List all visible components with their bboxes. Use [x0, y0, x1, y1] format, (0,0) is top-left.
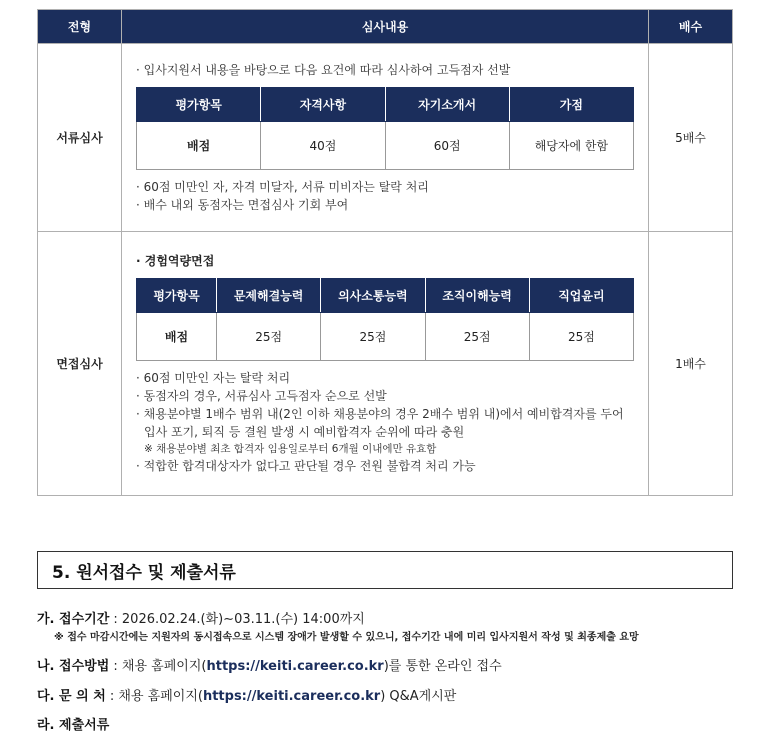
- header-times: 배수: [649, 10, 733, 44]
- interview-score-header: 조직이해능력: [425, 279, 529, 313]
- interview-score-header: 의사소통능력: [321, 279, 425, 313]
- interview-score-header-row: [137, 279, 634, 313]
- interview-intro: · 경험역량면접: [136, 254, 215, 268]
- period-line: [37, 608, 365, 627]
- interview-note: · 적합한 합격대상자가 없다고 판단될 경우 전원 불합격 처리 가능: [136, 459, 476, 473]
- interview-note: · 60점 미만인 자는 탈락 처리: [136, 371, 291, 385]
- inquiry-prefix: : 채용 홈페이지(: [105, 689, 203, 704]
- interview-score-cell: 25점: [321, 313, 425, 361]
- type-document-screening: 서류심사: [38, 44, 122, 232]
- content-document-screening: [122, 44, 649, 232]
- document-score-cell: 배점: [137, 122, 261, 170]
- section-title: 5. 원서접수 및 제출서류: [37, 551, 733, 589]
- interview-note: · 채용분야별 1배수 범위 내(2인 이하 채용분야의 경우 2배수 범위 내)에서 예비합격자를 두어: [136, 407, 624, 421]
- document-score-row: [137, 122, 634, 170]
- content-interview: [122, 232, 649, 496]
- interview-score-header: 직업윤리: [529, 279, 633, 313]
- document-score-header-row: [137, 88, 634, 122]
- period-label: 가. 접수기간: [37, 612, 110, 627]
- documents-label: 라. 제출서류: [37, 718, 110, 733]
- document-score-table: [136, 87, 634, 170]
- interview-score-header: 평가항목: [137, 279, 217, 313]
- interview-score-cell: 25점: [529, 313, 633, 361]
- period-note: ※ 접수 마감시간에는 지원자의 동시접속으로 시스템 장애가 발생할 수 있으니, 접수기간 내에 미리 입사지원서 작성 및 최종제출 요망: [54, 632, 639, 643]
- interview-score-cell: 배점: [137, 313, 217, 361]
- document-score-cell: 40점: [261, 122, 385, 170]
- document-score-cell: 60점: [385, 122, 509, 170]
- document-score-cell: 해당자에 한함: [509, 122, 633, 170]
- header-type: 전형: [38, 10, 122, 44]
- inquiry-link[interactable]: https://keiti.career.co.kr: [202, 689, 381, 704]
- method-link[interactable]: https://keiti.career.co.kr: [206, 659, 384, 674]
- document-intro: · 입사지원서 내용을 바탕으로 다음 요건에 따라 심사하여 고득점자 선발: [136, 63, 511, 77]
- documents-line: [37, 714, 109, 733]
- document-note: · 배수 내외 동점자는 면접심사 기회 부여: [136, 198, 349, 212]
- interview-score-row: [137, 313, 634, 361]
- interview-note: · 동점자의 경우, 서류심사 고득점자 순으로 선발: [136, 389, 387, 403]
- table-header-row: [38, 10, 733, 44]
- type-interview: 면접심사: [38, 232, 122, 496]
- method-line: [37, 655, 502, 674]
- document-score-header: 자격사항: [261, 88, 385, 122]
- inquiry-line: [37, 685, 456, 704]
- times-interview: 1배수: [649, 232, 733, 496]
- document-score-header: 평가항목: [137, 88, 261, 122]
- interview-score-cell: 25점: [425, 313, 529, 361]
- method-prefix: : 채용 홈페이지(: [109, 659, 207, 674]
- method-label: 나. 접수방법: [37, 659, 110, 674]
- table-row-interview: [38, 232, 733, 496]
- inquiry-suffix: ) Q&A게시판: [380, 689, 457, 704]
- table-row-document-screening: [38, 44, 733, 232]
- document-note: · 60점 미만인 자, 자격 미달자, 서류 미비자는 탈락 처리: [136, 180, 429, 194]
- screening-table: [37, 9, 733, 496]
- header-content: 심사내용: [122, 10, 649, 44]
- interview-score-cell: 25점: [217, 313, 321, 361]
- document-score-header: 자기소개서: [385, 88, 509, 122]
- interview-score-table: [136, 278, 634, 361]
- interview-score-header: 문제해결능력: [217, 279, 321, 313]
- interview-note-small: ※ 채용분야별 최초 합격자 임용일로부터 6개월 이내에만 유효함: [144, 443, 437, 455]
- times-document-screening: 5배수: [649, 44, 733, 232]
- inquiry-label: 다. 문 의 처: [37, 689, 106, 704]
- period-value: : 2026.02.24.(화)∼03.11.(수) 14:00까지: [109, 612, 365, 627]
- interview-note: 입사 포기, 퇴직 등 결원 발생 시 예비합격자 순위에 따라 충원: [144, 425, 465, 439]
- document-score-header: 가점: [509, 88, 633, 122]
- method-suffix: )를 통한 온라인 접수: [383, 659, 502, 674]
